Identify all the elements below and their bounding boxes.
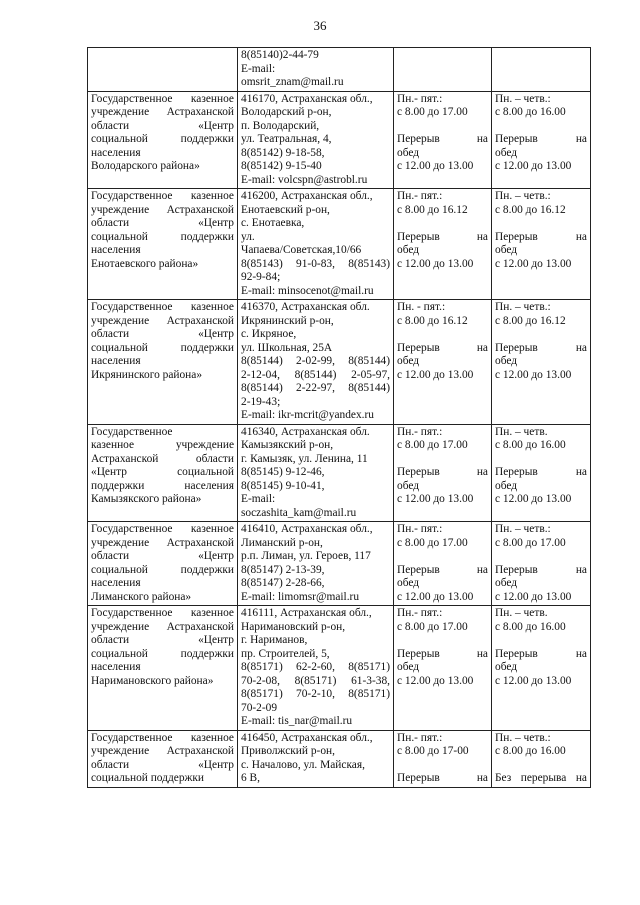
cell-line: социальной поддержки — [91, 563, 234, 576]
address-cell — [238, 522, 394, 606]
cell-line: Пн. – четв.: — [495, 92, 551, 105]
cell-line: учреждение Астраханской — [91, 745, 234, 757]
cell-line: ул. Театральная, 4, — [241, 133, 332, 145]
address-cell — [238, 300, 394, 425]
cell-line — [495, 550, 587, 564]
cell-line: с 12.00 до 13.00 — [397, 368, 474, 381]
cell-line: Енотаевский р-он, — [241, 203, 330, 216]
cell-line: области «Центр — [91, 634, 234, 646]
cell-line: Перерыв на — [397, 230, 488, 243]
cell-line: Перерыв на — [495, 341, 587, 354]
cell-line: 416450, Астраханская обл., — [241, 731, 373, 744]
cell-line: населения — [91, 146, 141, 159]
hours-weekday-cell — [394, 730, 492, 787]
cell-line: с 8.00 до 17.00 — [397, 439, 468, 451]
cell-line: Пн.- пят.: — [397, 92, 443, 105]
cell-line: п. Володарский, — [241, 119, 320, 132]
cell-line: р.п. Лиман, ул. Героев, 117 — [241, 550, 371, 562]
cell-line — [495, 328, 587, 342]
table-row — [88, 730, 591, 787]
cell-line: Чапаева/Советская,10/66 — [241, 244, 362, 256]
cell-line: Лиманский р-он, — [241, 536, 323, 549]
cell-line: с 12.00 до 13.00 — [495, 368, 572, 381]
cell-line: E-mail: tis_nar@mail.ru — [241, 715, 353, 727]
org-cell — [88, 189, 238, 300]
table-row — [88, 424, 591, 522]
cell-line: с 12.00 до 13.00 — [397, 257, 474, 270]
hours-weekday-cell — [394, 48, 492, 92]
address-cell — [238, 91, 394, 189]
cell-line: области «Центр — [91, 328, 234, 340]
cell-line: пр. Строителей, 5, — [241, 647, 330, 660]
cell-line: обед — [495, 355, 518, 367]
cell-line: Енотаевского района» — [91, 257, 199, 270]
hours-other-cell — [492, 424, 591, 522]
cell-line: учреждение Астраханской — [91, 620, 234, 633]
cell-line: ул. — [241, 230, 255, 243]
cell-line: Пн. – четв.: — [495, 190, 551, 202]
cell-line: обед — [397, 355, 420, 367]
hours-other-cell — [492, 730, 591, 787]
cell-line: Пн.- пят.: — [397, 425, 443, 438]
cell-line: с 12.00 до 13.00 — [397, 160, 474, 172]
cell-line: Приволжский р-он, — [241, 745, 335, 757]
hours-weekday-cell — [394, 189, 492, 300]
table-row — [88, 606, 591, 731]
cell-line — [495, 759, 587, 773]
hours-other-cell — [492, 48, 591, 92]
cell-line: Пн. – четв. — [495, 425, 548, 438]
cell-line: Государственное казенное — [91, 731, 234, 744]
cell-line: г. Нариманов, — [241, 634, 308, 646]
cell-line: E-mail: limomsr@mail.ru — [241, 590, 360, 603]
cell-line: социальной поддержки — [91, 772, 205, 784]
cell-line — [397, 217, 488, 231]
cell-line: с 12.00 до 13.00 — [495, 493, 572, 505]
cell-line — [495, 453, 587, 467]
cell-line: Астраханской области — [91, 452, 234, 465]
cell-line — [397, 328, 488, 342]
cell-line: с 12.00 до 13.00 — [495, 257, 572, 270]
cell-line: с 8.00 до 17-00 — [397, 745, 469, 757]
cell-line: 416111, Астраханская обл., — [241, 607, 372, 619]
cell-line: E-mail: minsocenot@mail.ru — [241, 284, 374, 297]
cell-line — [397, 759, 488, 773]
org-cell — [88, 300, 238, 425]
cell-line: 8(85140)2-44-79 — [241, 49, 319, 61]
cell-line: Володарский р-он, — [241, 106, 332, 118]
cell-line — [397, 120, 488, 134]
cell-line: E-mail: volcspn@astrobl.ru — [241, 173, 368, 186]
cell-line: Без перерыва на — [495, 772, 587, 784]
org-cell — [88, 48, 238, 92]
cell-line: E-mail: — [241, 62, 276, 75]
hours-other-cell — [492, 606, 591, 731]
cell-line — [495, 634, 587, 648]
cell-line: 6 В, — [241, 772, 260, 784]
cell-line: с 8.00 до 17.00 — [397, 106, 468, 118]
cell-line: 8(85147) 2-13-39, — [241, 563, 325, 576]
cell-line: Пн.- пят.: — [397, 523, 443, 535]
cell-line: 8(85144) 2-22-97, 8(85144) — [241, 382, 390, 394]
cell-line: социальной поддержки — [91, 647, 234, 660]
cell-line: 8(85142) 9-18-58, — [241, 146, 325, 159]
cell-line: Перерыв на — [495, 647, 587, 660]
cell-line: обед — [495, 146, 518, 159]
cell-line: г. Камызяк, ул. Ленина, 11 — [241, 452, 368, 465]
hours-weekday-cell — [394, 606, 492, 731]
cell-line: области «Центр — [91, 758, 234, 771]
table-row — [88, 522, 591, 606]
cell-line: обед — [397, 479, 420, 492]
cell-line: обед — [495, 244, 518, 256]
cell-line: Государственное казенное — [91, 190, 234, 202]
cell-line: обед — [397, 244, 420, 256]
cell-line: обед — [495, 661, 518, 673]
cell-line: обед — [495, 479, 518, 492]
hours-other-cell — [492, 300, 591, 425]
cell-line: Перерыв на — [495, 563, 587, 576]
cell-line: области «Центр — [91, 217, 234, 229]
cell-line: с 8.00 до 17.00 — [397, 536, 468, 549]
org-cell — [88, 522, 238, 606]
hours-weekday-cell — [394, 424, 492, 522]
cell-line: 8(85147) 2-28-66, — [241, 577, 325, 589]
cell-line: Пн. – четв. — [495, 607, 548, 619]
org-cell — [88, 91, 238, 189]
address-cell — [238, 424, 394, 522]
cell-line: 8(85145) 9-10-41, — [241, 479, 325, 492]
cell-line: Камызякского района» — [91, 493, 202, 505]
cell-line: населения — [91, 661, 141, 673]
cell-line: Перерыв на — [495, 230, 587, 243]
cell-line: Перерыв на — [397, 772, 488, 784]
cell-line: omsrit_znam@mail.ru — [241, 76, 344, 88]
cell-line: с 8.00 до 17.00 — [397, 620, 468, 633]
cell-line: обед — [397, 577, 420, 589]
cell-line: Перерыв на — [495, 466, 587, 478]
cell-line: Икрянинский р-он, — [241, 314, 334, 327]
address-cell — [238, 48, 394, 92]
cell-line: социальной поддержки — [91, 133, 234, 145]
institutions-table — [87, 47, 591, 788]
cell-line: с. Икряное, — [241, 328, 297, 340]
cell-line: с 8.00 до 16.00 — [495, 106, 566, 118]
hours-weekday-cell — [394, 522, 492, 606]
address-cell — [238, 730, 394, 787]
cell-line: Володарского района» — [91, 160, 200, 172]
cell-line: 8(85142) 9-15-40 — [241, 160, 322, 172]
cell-line — [397, 453, 488, 467]
address-cell — [238, 189, 394, 300]
cell-line: Пн. – четв.: — [495, 301, 551, 313]
cell-line: E-mail: — [241, 493, 276, 505]
hours-other-cell — [492, 522, 591, 606]
cell-line: 416410, Астраханская обл., — [241, 523, 373, 535]
address-cell — [238, 606, 394, 731]
cell-line: Перерыв на — [397, 647, 488, 660]
cell-line: социальной поддержки — [91, 341, 234, 354]
cell-line: обед — [397, 146, 420, 159]
cell-line: учреждение Астраханской — [91, 536, 234, 549]
cell-line: Государственное казенное — [91, 607, 234, 619]
page-number: 36 — [313, 18, 327, 33]
cell-line: с 12.00 до 13.00 — [397, 493, 474, 505]
cell-line — [397, 550, 488, 564]
cell-line: с 12.00 до 13.00 — [495, 590, 572, 603]
cell-line: Перерыв на — [397, 341, 488, 354]
cell-line — [397, 634, 488, 648]
cell-line: 70-2-08, 8(85171) 61-3-38, — [241, 674, 390, 687]
cell-line: Перерыв на — [397, 563, 488, 576]
cell-line: области «Центр — [91, 550, 234, 562]
cell-line: Лиманского района» — [91, 590, 192, 603]
org-cell — [88, 730, 238, 787]
table-body — [88, 48, 591, 788]
cell-line: Перерыв на — [495, 133, 587, 145]
cell-line: с 8.00 до 16.00 — [495, 620, 566, 633]
cell-line: с 8.00 до 17.00 — [495, 536, 566, 549]
cell-line: населения — [91, 244, 141, 256]
cell-line: с. Енотаевка, — [241, 217, 305, 229]
cell-line: с 8.00 до 16.12 — [397, 203, 468, 216]
cell-line: 2-19-43; — [241, 395, 281, 408]
cell-line: Государственное казенное — [91, 523, 234, 535]
cell-line: Пн.- пят.: — [397, 190, 443, 202]
cell-line: 70-2-09 — [241, 701, 278, 714]
cell-line: населения — [91, 355, 141, 367]
cell-line: с 12.00 до 13.00 — [397, 590, 474, 603]
cell-line: 416370, Астраханская обл. — [241, 301, 370, 313]
cell-line: социальной поддержки — [91, 230, 234, 243]
cell-line: с 12.00 до 13.00 — [495, 674, 572, 687]
cell-line: Пн. – четв.: — [495, 523, 551, 535]
table-row — [88, 189, 591, 300]
cell-line: 8(85143) 91-0-83, 8(85143) — [241, 257, 390, 270]
cell-line: Перерыв на — [397, 133, 488, 145]
cell-line: учреждение Астраханской — [91, 106, 234, 118]
cell-line: 2-12-04, 8(85144) 2-05-97, — [241, 368, 390, 381]
cell-line: Икрянинского района» — [91, 368, 203, 381]
cell-line: Пн.- пят.: — [397, 607, 443, 619]
cell-line: 8(85171) 70-2-10, 8(85171) — [241, 688, 390, 700]
cell-line: Государственное казенное — [91, 92, 234, 105]
cell-line: Пн. - пят.: — [397, 301, 446, 313]
cell-line: обед — [495, 577, 518, 589]
cell-line: 92-9-84; — [241, 271, 281, 283]
org-cell — [88, 606, 238, 731]
cell-line: 416340, Астраханская обл. — [241, 425, 370, 438]
hours-other-cell — [492, 91, 591, 189]
cell-line: обед — [397, 661, 420, 673]
cell-line — [495, 217, 587, 231]
cell-line: с 8.00 до 16.00 — [495, 745, 566, 757]
cell-line: «Центр социальной — [91, 466, 234, 478]
cell-line: ул. Школьная, 25А — [241, 341, 333, 354]
cell-line: учреждение Астраханской — [91, 203, 234, 216]
cell-line: 8(85144) 2-02-99, 8(85144) — [241, 355, 390, 367]
cell-line: с 8.00 до 16.12 — [495, 203, 566, 216]
cell-line: Наримановского района» — [91, 674, 214, 687]
cell-line: с 8.00 до 16.12 — [495, 314, 566, 327]
table-row — [88, 300, 591, 425]
cell-line: Наримановский р-он, — [241, 620, 346, 633]
cell-line: учреждение Астраханской — [91, 314, 234, 327]
cell-line — [495, 120, 587, 134]
cell-line: Государственное казенное — [91, 301, 234, 313]
cell-line: населения — [91, 577, 141, 589]
cell-line: с 12.00 до 13.00 — [495, 160, 572, 172]
cell-line: 8(85171) 62-2-60, 8(85171) — [241, 661, 390, 673]
cell-line: Пн. – четв.: — [495, 731, 551, 744]
cell-line: E-mail: ikr-mcrit@yandex.ru — [241, 409, 374, 421]
cell-line: Перерыв на — [397, 466, 488, 478]
cell-line: области «Центр — [91, 119, 234, 132]
table-row — [88, 48, 591, 92]
cell-line: 8(85145) 9-12-46, — [241, 466, 325, 478]
cell-line: 416200, Астраханская обл., — [241, 190, 373, 202]
table-row — [88, 91, 591, 189]
cell-line: поддержки населения — [91, 479, 234, 492]
hours-weekday-cell — [394, 91, 492, 189]
hours-weekday-cell — [394, 300, 492, 425]
cell-line: 416170, Астраханская обл., — [241, 92, 373, 105]
cell-line: казенное учреждение — [91, 439, 234, 451]
cell-line: Камызякский р-он, — [241, 439, 334, 451]
org-cell — [88, 424, 238, 522]
cell-line: soczashita_kam@mail.ru — [241, 506, 357, 519]
cell-line: Пн.- пят.: — [397, 731, 443, 744]
cell-line: с. Началово, ул. Майская, — [241, 758, 365, 771]
cell-line: с 8.00 до 16.00 — [495, 439, 566, 451]
cell-line: с 12.00 до 13.00 — [397, 674, 474, 687]
hours-other-cell — [492, 189, 591, 300]
cell-line: с 8.00 до 16.12 — [397, 314, 468, 327]
cell-line: Государственное — [91, 425, 173, 438]
